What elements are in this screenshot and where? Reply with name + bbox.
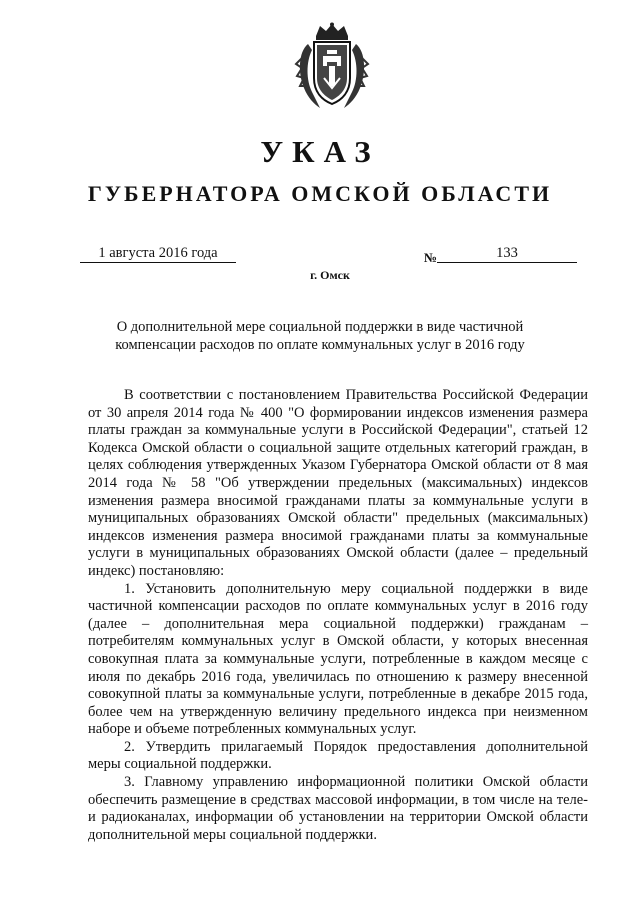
preamble-paragraph: В соответствии с постановлением Правительства Российской Федерации от 30 апреля 2014 года № 400 "О формировании индексов изменения размера платы граждан за коммунальные услуги в Российской Федерации", статьей 12 Кодекса Омской области о социальной защите отдельных категорий граждан, в целях соблюдения утвержденных Указом Губернатора Омской области от 8 мая 2014 года № 58 "Об утверждении предельных (максимальных) индексов изменения размера вносимой гражданами платы за коммунальные услуги в муниципальных образованиях Омской области" предельных (максимальных) индексов изменения размера вносимой гражданами платы за коммунальные услуги в муниципальных образованиях Омской области (далее – предельный индекс) постановляю: xyxy=(88,387,588,579)
document-heading: О дополнительной мере социальной поддержки в виде частичной компенсации расходов по оплате коммунальных услуг в 2016 году xyxy=(115,319,525,353)
document-number: 133 xyxy=(437,245,577,263)
document-title: УКАЗ xyxy=(260,134,380,169)
document-city: г. Омск xyxy=(310,268,350,282)
document-subtitle: ГУБЕРНАТОРА ОМСКОЙ ОБЛАСТИ xyxy=(87,181,553,206)
coat-of-arms-emblem xyxy=(294,22,370,112)
emblem-icon xyxy=(294,22,370,112)
number-label: № xyxy=(424,250,438,265)
paragraph-item-3: 3. Главному управлению информационной политики Омской области обеспечить размещение в средствах массовой информации, в том числе на теле- и радиоканалах, информации об установлении на территории Омской области дополнительной меры социальной поддержки. xyxy=(88,774,588,843)
document-date: 1 августа 2016 года xyxy=(80,245,236,263)
paragraph-item-2: 2. Утвердить прилагаемый Порядок предоставления дополнительной меры социальной поддержки. xyxy=(88,738,588,773)
paragraph-item-1: 1. Установить дополнительную меру социальной поддержки в виде частичной компенсации расходов по оплате коммунальных услуг в 2016 году (далее – дополнительная мера социальной поддержки) гражданам – потребителям коммунальных услуг в Омской области, у которых внесенная совокупная плата за коммунальные услуги, потребленные в каждом месяце с июля по декабрь 2016 года, увеличилась по отношению к размеру внесенной совокупной платы за коммунальные услуги, потребленные в декабре 2015 года, более чем на утвержденную величину предельного индекса при неизменном наборе и объеме потребленных коммунальных услуг. xyxy=(88,580,588,738)
document-body xyxy=(88,387,588,844)
